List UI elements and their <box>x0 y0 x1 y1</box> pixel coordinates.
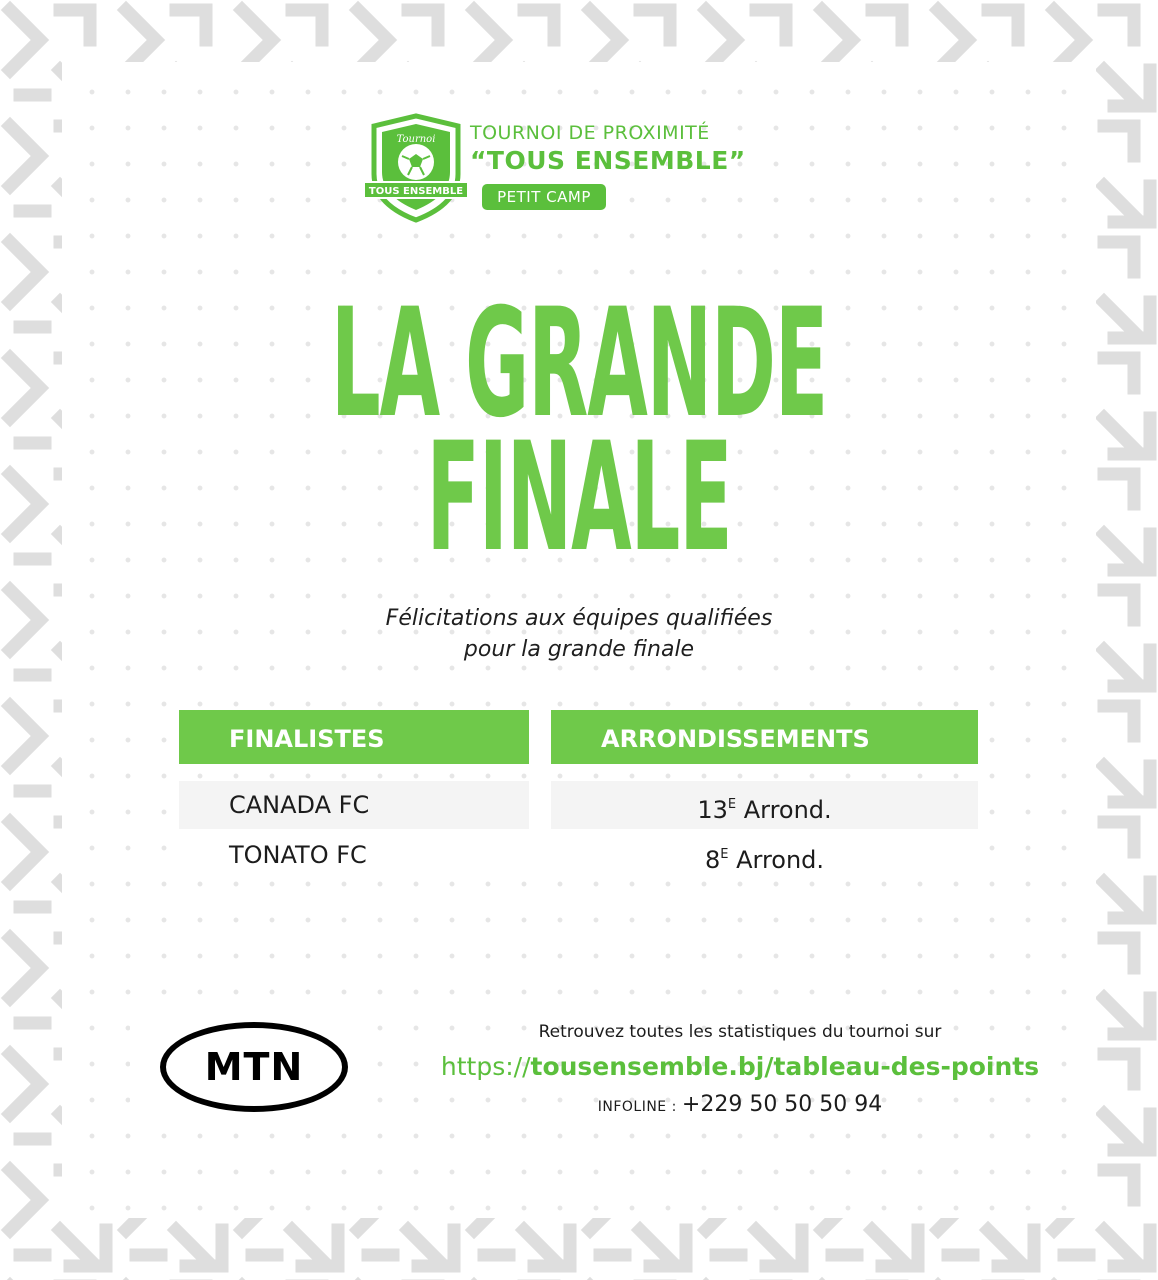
logo-location-badge: PETIT CAMP <box>482 184 606 210</box>
stats-link[interactable]: https://tousensemble.bj/tableau-des-points <box>440 1052 1040 1081</box>
column-header-finalists: FINALISTES <box>179 710 529 764</box>
svg-text:TOUS ENSEMBLE: TOUS ENSEMBLE <box>368 186 464 197</box>
subtitle-line2: pour la grande finale <box>463 637 695 662</box>
table-row-team: TONATO FC <box>179 831 529 879</box>
table-row-district: $13^E$ Arrond. <box>551 781 978 829</box>
soccer-ball-icon <box>398 144 434 180</box>
page-title-line1: LA GRANDE <box>330 277 828 451</box>
logo-tagline: TOURNOI DE PROXIMITÉ <box>470 122 710 144</box>
infoline-number: +229 50 50 50 94 <box>681 1092 883 1117</box>
subtitle-line1: Félicitations aux équipes qualifiées <box>385 606 773 631</box>
infoline: INFOLINE : +229 50 50 50 94 <box>597 1092 883 1117</box>
stats-promo-text: Retrouvez toutes les statistiques du tournoi sur <box>538 1022 942 1042</box>
svg-text:Tournoi: Tournoi <box>396 134 436 145</box>
page-title-line2: FINALE <box>426 411 732 585</box>
table-row-team: CANADA FC <box>179 781 529 829</box>
mtn-logo: MTN <box>160 1022 348 1112</box>
column-header-districts: ARRONDISSEMENTS <box>551 710 978 764</box>
shield-emblem-icon <box>362 112 470 224</box>
table-row-district: $8^E$ Arrond. <box>551 831 978 879</box>
logo-name: “TOUS ENSEMBLE” <box>470 146 746 175</box>
tournament-logo <box>362 112 762 224</box>
